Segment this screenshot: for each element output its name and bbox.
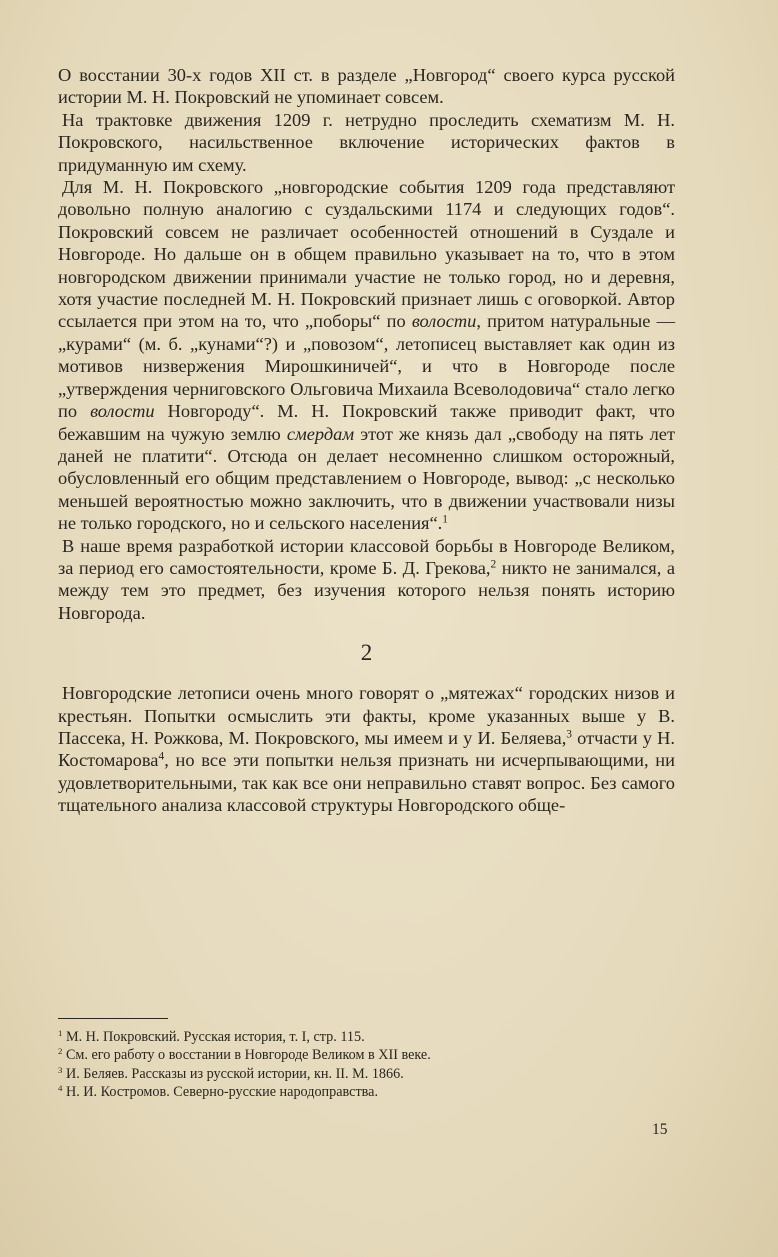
body-text — [58, 64, 675, 817]
paragraph-1: О восстании 30-х годов XII ст. в разделе „Новгород“ своего курса русской истории М. Н. Покровский не упоминает совсем. — [58, 65, 675, 108]
paragraph-2: На трактовке движения 1209 г. нетрудно проследить схематизм М. Н. Покровского, насильственное включение исторических фактов в придуманную им схему. — [58, 109, 675, 175]
footnotes — [58, 1028, 658, 1102]
paragraph-3: Для М. Н. Покровского „новгородские события 1209 года представляют довольно полную аналогию с суздальскими 1174 и следующих годов“. Покровский совсем не различает особенностей отношений в Суздале и Новгороде. Но дальше он в общем правильно указывает на то, что в этом новгородском движении принимали участие не только город, но и деревня, хотя участие последней М. Н. Покровский признает лишь с оговоркой. Автор ссылается при этом на то, что „поборы“ по волости, притом натуральные — „курами“ (м. б. „кунами“?) и „повозом“, летописец выставляет как один из мотивов низвержения Мирошкиничей“, и что в Новгороде после „утверждения черниговского Ольговича Михаила Всеволодовича“ стало легко по волости Новгороду“. М. Н. Покровский также приводит факт, что бежавшим на чужую землю смердам этот же князь дал „свободу на пять лет даней не платити“. Отсюда он делает несомненно слишком осторожный, обусловленный его общим представлением о Новгороде, вывод: „с несколько меньшей вероятностью можно заключить, что в движении участвовали низы не только городского, но и сельского населения“.$^1$ — [58, 177, 675, 534]
footnote-divider — [58, 1018, 168, 1019]
footnote-4: $^4$ Н. И. Костромов. Северно-русские народоправства. — [58, 1083, 378, 1101]
footnote-3: $^3$ И. Беляев. Рассказы из русской истории, кн. II. М. 1866. — [58, 1064, 404, 1082]
section-number: 2 — [360, 640, 373, 666]
footnote-1: $^1$ М. Н. Покровский. Русская история, т. I, стр. 115. — [58, 1028, 365, 1045]
page-number: 15 — [652, 1121, 668, 1138]
paragraph-5: Новгородские летописи очень много говорят о „мятежах“ городских низов и крестьян. Попытки осмыслить эти факты, кроме указанных выше у В. Пассека, Н. Рожкова, М. Покровского, мы имеем и у И. Беляева,$^3$ отчасти у Н. Костомарова$^4$, но все эти попытки нельзя признать ни исчерпывающими, ни удовлетворительными, так как все они неправильно ставят вопрос. Без самого тщательного анализа классовой структуры Новгородского обще- — [58, 683, 675, 816]
footnote-2: $^2$ См. его работу о восстании в Новгороде Великом в XII веке. — [58, 1046, 431, 1064]
paragraph-4: В наше время разработкой истории классовой борьбы в Новгороде Великом, за период его самостоятельности, кроме Б. Д. Грекова,$^2$ никто не занимался, а между тем это предмет, без изучения которого нельзя понять историю Новгорода. — [58, 535, 675, 623]
